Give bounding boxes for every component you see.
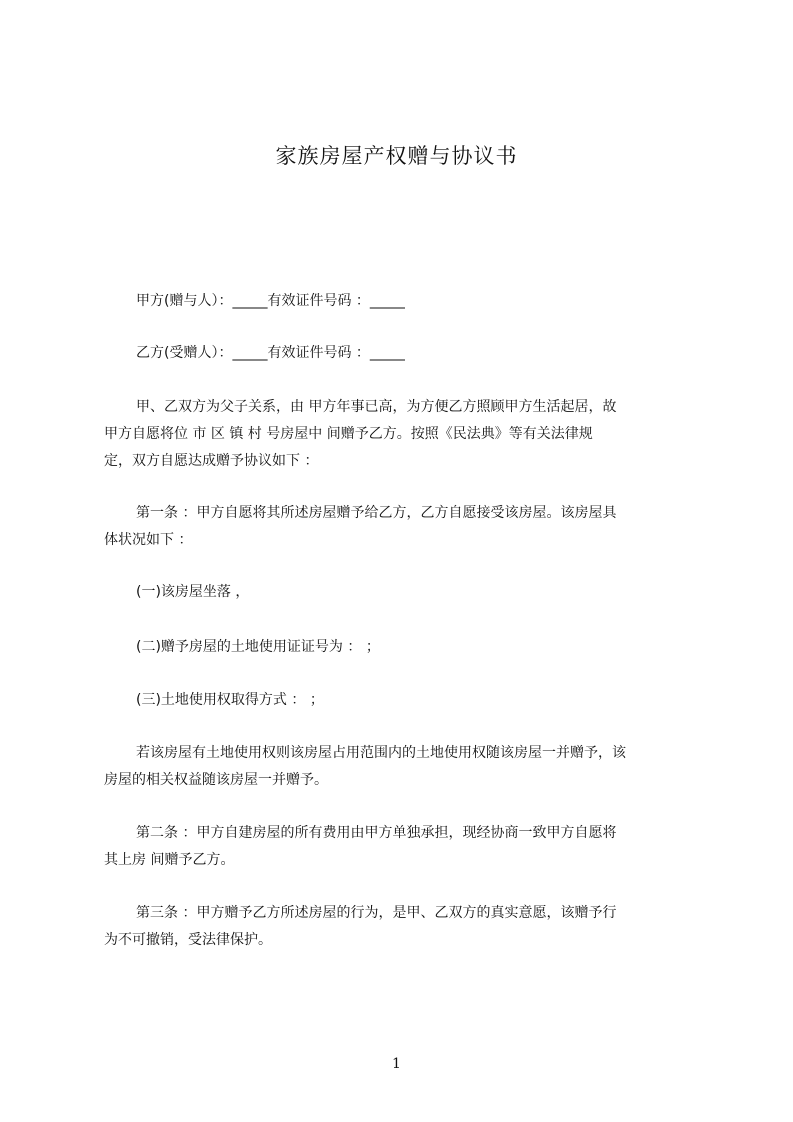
land-rights-line-1: 若该房屋有土地使用权则该房屋占用范围内的土地使用权随该房屋一并赠予，该	[136, 745, 626, 761]
article-3-line-2: 为不可撤销，受法律保护。	[104, 932, 272, 948]
preamble-line-1: 甲、乙双方为父子关系，由 甲方年事已高，为方便乙方照顾甲方生活起居，故	[136, 399, 617, 415]
page-number: 1	[392, 1056, 401, 1072]
recipient-line: 乙方(受赠人）：_____有效证件号码 ：_____	[136, 345, 405, 361]
article-1-line-2: 体状况如下 ：	[104, 532, 193, 548]
item-3-land-acquisition: (三)土地使用权取得方式 ： ；	[136, 692, 324, 708]
article-2-line-2: 其上房 间赠予乙方。	[104, 852, 235, 868]
preamble-line-3: 定，双方自愿达成赠予协议如下 ：	[104, 453, 319, 469]
article-3-line-1: 第三条 ：甲方赠予乙方所述房屋的行为，是甲、乙双方的真实意愿，该赠予行	[136, 905, 617, 921]
item-1-location: (一)该房屋坐落 ，	[136, 584, 250, 600]
preamble-line-2: 甲方自愿将位 市 区 镇 村 号房屋中 间赠予乙方。按照《民法典》等有关法律规	[104, 426, 593, 442]
item-2-land-certificate: (二)赠予房屋的土地使用证证号为 ： ；	[136, 639, 380, 655]
land-rights-line-2: 房屋的相关权益随该房屋一并赠予。	[104, 772, 328, 788]
article-2-line-1: 第二条 ：甲方自建房屋的所有费用由甲方单独承担，现经协商一致甲方自愿将	[136, 825, 617, 841]
document-title: 家族房屋产权赠与协议书	[275, 144, 518, 168]
article-1-line-1: 第一条 ：甲方自愿将其所述房屋赠予给乙方，乙方自愿接受该房屋。该房屋具	[136, 505, 617, 521]
donor-line: 甲方(赠与人）：_____有效证件号码 ：_____	[136, 293, 405, 309]
